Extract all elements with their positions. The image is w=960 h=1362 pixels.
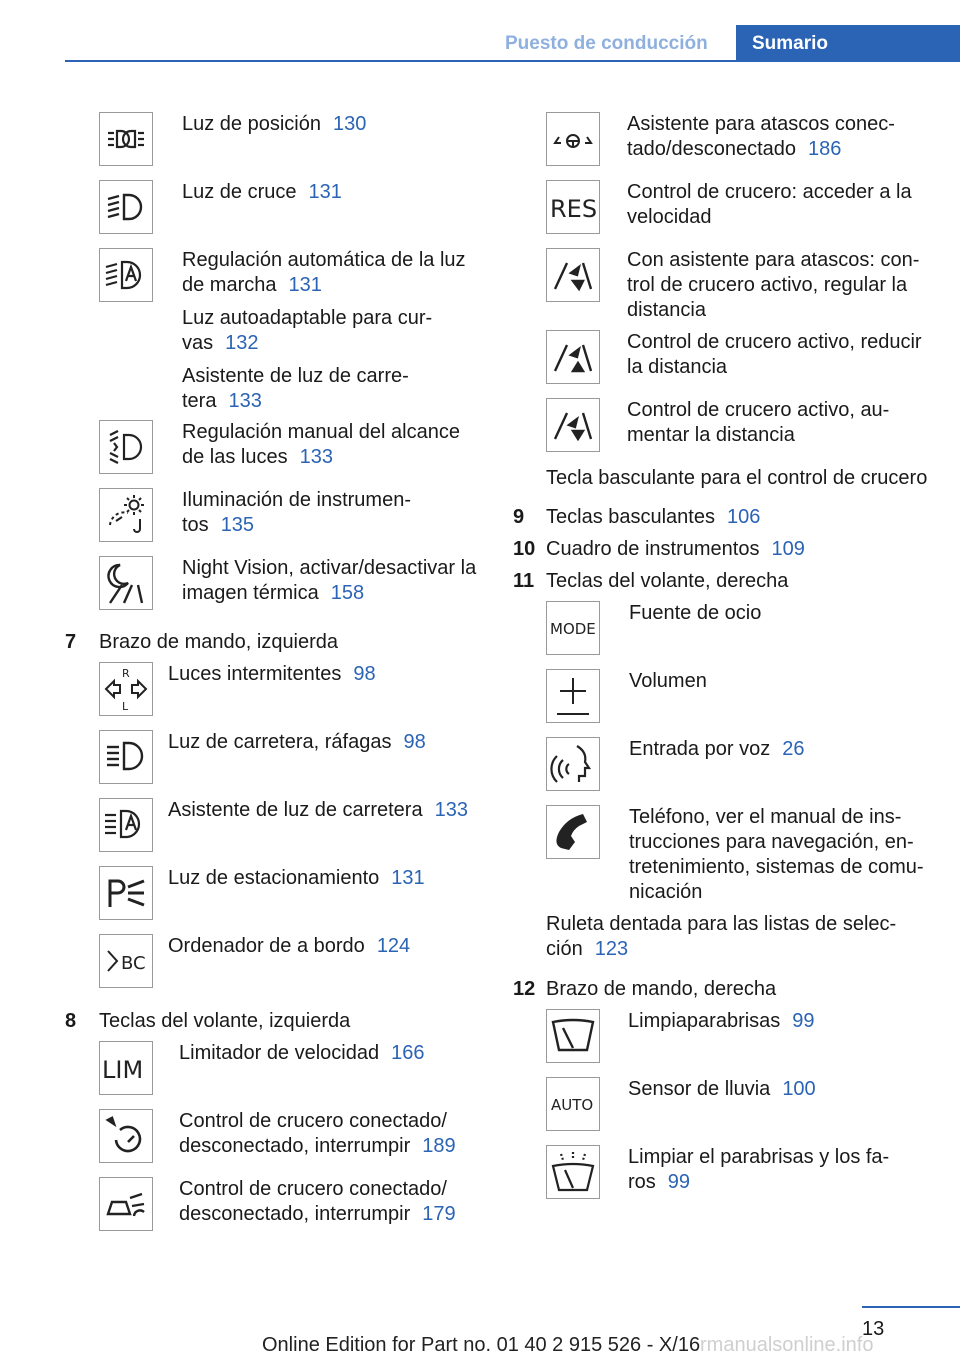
item-phone: Teléfono, ver el manual de ins- trucciones para navegación, en- tretenimiento, sistemas de comu- nicación — [629, 806, 924, 903]
page-ref[interactable]: 133 — [228, 390, 262, 412]
section-title: Brazo de mando, derecha — [546, 978, 777, 1000]
item-instrument-lighting: Iluminación de instrumen- tos 135 — [182, 489, 411, 536]
page-ref[interactable]: 26 — [782, 738, 805, 760]
svg-text:BC: BC — [121, 953, 146, 974]
position-light-icon — [99, 112, 153, 166]
footer-rule — [862, 1306, 960, 1308]
item-distance-reduce: Control de crucero activo, reducir la distancia — [627, 331, 922, 378]
page-ref[interactable]: 130 — [332, 113, 367, 135]
svg-text:MODE: MODE — [550, 620, 596, 638]
footer-edition: Online Edition for Part no. 01 40 2 915 526 - X/16 — [262, 1334, 701, 1356]
page-ref[interactable]: 123 — [594, 938, 629, 960]
washer-icon — [546, 1145, 600, 1199]
item-headlight-range: Regulación manual del alcance de las luces 133 — [182, 421, 460, 468]
page-ref[interactable]: 99 — [792, 1010, 815, 1032]
item-cruise-control: Control de crucero conectado/ desconectado, interrumpir 189 — [179, 1110, 456, 1157]
section-title: Teclas del volante, derecha — [546, 570, 789, 592]
section-number: 7 — [65, 631, 77, 653]
wiper-icon — [546, 1009, 600, 1063]
page-ref[interactable]: 124 — [376, 935, 411, 957]
section-title: Teclas del volante, izquierda — [99, 1010, 351, 1032]
onboard-computer-icon — [99, 934, 153, 988]
header-section-title: Puesto de conducción — [505, 33, 708, 54]
page-ref[interactable]: 179 — [422, 1203, 456, 1225]
header-rule — [65, 60, 960, 62]
high-beam-assist-icon — [99, 798, 153, 852]
page-ref[interactable]: 98 — [403, 731, 426, 753]
section-number: 11 — [513, 570, 535, 592]
item-turn-signal: Luces intermitentes 98 — [168, 663, 376, 685]
section-number: 12 — [513, 978, 536, 1000]
phone-icon — [546, 805, 600, 859]
svg-text:LIM: LIM — [102, 1056, 144, 1084]
resume-speed-icon — [546, 180, 600, 234]
night-vision-icon — [99, 556, 153, 610]
rain-sensor-icon — [546, 1077, 600, 1131]
page-ref[interactable]: 133 — [299, 446, 333, 468]
section-number: 10 — [513, 538, 536, 560]
item-distance-regulate: Con asistente para atascos: con- trol de crucero activo, regular la distancia — [627, 249, 920, 321]
item-auto-headlight: Regulación automática de la luz de marcha 131 Luz autoadaptable para cur- vas 132 Asistente de luz de carre- tera 133 — [182, 249, 466, 412]
page-number: 13 — [862, 1318, 885, 1340]
high-beam-icon — [99, 730, 153, 784]
low-beam-icon — [99, 180, 153, 234]
distance-reduce-icon — [546, 330, 600, 384]
item-mode: Fuente de ocio — [629, 602, 762, 624]
page-ref[interactable]: 186 — [808, 138, 842, 160]
item-wiper: Limpiaparabrisas 99 — [628, 1010, 815, 1032]
svg-text:AUTO: AUTO — [551, 1096, 594, 1114]
footer-watermark: rmanualsonline.info — [700, 1334, 874, 1356]
page-ref[interactable]: 106 — [726, 506, 761, 528]
svg-text:RES: RES — [550, 195, 598, 223]
page-ref[interactable]: 133 — [434, 799, 468, 821]
cruise-control-icon — [99, 1109, 153, 1163]
item-distance-increase: Control de crucero activo, au- mentar la distancia — [627, 399, 890, 446]
section-number: 9 — [513, 506, 525, 528]
distance-regulate-icon — [546, 248, 600, 302]
page-ref[interactable]: 131 — [391, 867, 425, 889]
item-parking-light: Luz de estacionamiento 131 — [168, 867, 425, 889]
item-high-beam: Luz de carretera, ráfagas 98 — [168, 731, 426, 753]
item-high-beam-assist: Asistente de luz de carretera 133 — [168, 799, 468, 821]
page-ref[interactable]: 99 — [667, 1171, 691, 1193]
item-traffic-jam-assist: Asistente para atascos conec- tado/desconectado 186 — [627, 113, 895, 160]
item-position-light: Luz de posición 130 — [182, 113, 367, 135]
headlight-range-icon — [99, 420, 153, 474]
page-ref[interactable]: 166 — [391, 1042, 425, 1064]
page-ref[interactable]: 131 — [308, 181, 342, 203]
header-tab[interactable]: Sumario — [736, 25, 960, 62]
section-title: Brazo de mando, izquierda — [99, 631, 339, 653]
item-onboard-computer: Ordenador de a bordo 124 — [168, 935, 411, 957]
item-rain-sensor: Sensor de lluvia 100 — [628, 1078, 816, 1100]
auto-headlight-icon — [99, 248, 153, 302]
item-active-cruise: Control de crucero conectado/ desconectado, interrumpir 179 — [179, 1178, 456, 1225]
page-ref[interactable]: 132 — [225, 332, 259, 354]
voice-input-icon — [546, 737, 600, 791]
parking-light-icon — [99, 866, 153, 920]
page-ref[interactable]: 98 — [353, 663, 376, 685]
instrument-lighting-icon — [99, 488, 153, 542]
speed-limiter-icon — [99, 1041, 153, 1095]
page-ref[interactable]: 189 — [422, 1135, 456, 1157]
page-ref[interactable]: 135 — [220, 514, 255, 536]
item-washer: Limpiar el parabrisas y los fa- ros 99 — [628, 1146, 890, 1193]
page-ref[interactable]: 100 — [782, 1078, 816, 1100]
section-title: Teclas basculantes 106 — [546, 506, 761, 528]
item-night-vision: Night Vision, activar/desactivar la imagen térmica 158 — [182, 557, 477, 604]
page-ref[interactable]: 109 — [771, 538, 805, 560]
turn-signal-icon — [99, 662, 153, 716]
section-number: 8 — [65, 1010, 77, 1032]
item-speed-limiter: Limitador de velocidad 166 — [179, 1042, 425, 1064]
active-cruise-icon — [99, 1177, 153, 1231]
item-low-beam: Luz de cruce 131 — [182, 181, 342, 203]
volume-icon — [546, 669, 600, 723]
item-voice-input: Entrada por voz 26 — [629, 738, 805, 760]
distance-increase-icon — [546, 398, 600, 452]
item-volume: Volumen — [629, 670, 707, 692]
section-title: Cuadro de instrumentos 109 — [546, 538, 805, 560]
mode-icon — [546, 601, 600, 655]
rocker-caption: Tecla basculante para el control de crucero — [546, 467, 928, 489]
svg-text:L: L — [122, 700, 129, 713]
traffic-jam-assist-icon — [546, 112, 600, 166]
item-resume-speed: Control de crucero: acceder a la velocidad — [627, 181, 912, 228]
page-ref[interactable]: 158 — [330, 582, 365, 604]
thumbwheel-caption: Ruleta dentada para las listas de selec- ción 123 — [546, 913, 897, 960]
svg-text:R: R — [122, 667, 130, 680]
page-ref[interactable]: 131 — [288, 274, 322, 296]
